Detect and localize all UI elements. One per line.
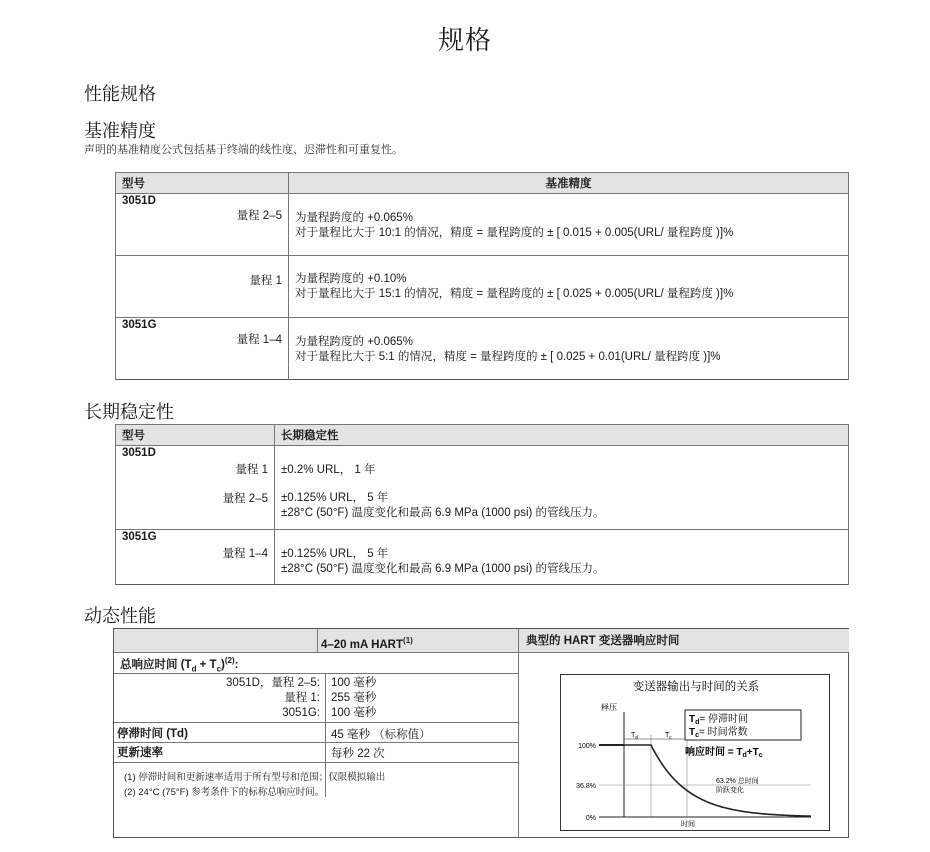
response-labels: [114, 676, 320, 721]
resp-label: 量程 1:: [284, 692, 320, 704]
resp-label: 3051G:: [282, 707, 320, 719]
stability-value: ±0.125% URL， 5 年: [281, 492, 389, 504]
stability-value: ±0.125% URL， 5 年: [281, 548, 389, 560]
range-label: 量程 2–5: [222, 493, 268, 505]
model-name: 3051D: [122, 195, 156, 207]
y-tick-0: 0%: [585, 815, 596, 822]
footnote-1: (1) 停滞时间和更新速率适用于所有型号和范围；仅限模拟输出: [124, 772, 386, 783]
footnotes: [124, 770, 528, 800]
section-performance-heading: 性能规格: [84, 84, 156, 104]
resp-value: 100 毫秒: [331, 677, 377, 689]
model-name: 3051G: [122, 531, 157, 543]
stability-table: [115, 424, 849, 585]
response-time-chart: [560, 674, 830, 831]
col-header-chart: 典型的 HART 变送器响应时间: [518, 629, 849, 653]
dynamic-heading: 动态性能: [84, 606, 156, 626]
range-label: 量程 1–4: [236, 334, 282, 346]
range-label: 量程 1: [235, 464, 268, 476]
total-response-label: 总响应时间 $(T_d + T_c)^{(2)}$:: [120, 656, 239, 674]
col-header-model: 型号: [116, 173, 289, 194]
range-label: 量程 1: [249, 275, 282, 287]
table-row: [116, 318, 849, 380]
response-time-formula: 响应时间 = $T_d+T_c$: [685, 747, 763, 759]
table-row: [116, 446, 849, 530]
dead-time-label: 停滞时间 (Td): [117, 728, 188, 740]
accuracy-value: 为量程跨度的 +0.065%: [295, 336, 413, 348]
resp-value: 255 毫秒: [331, 692, 377, 704]
accuracy-table: [115, 172, 849, 380]
resp-label: 3051D，量程 2–5:: [226, 677, 320, 689]
col-header-accuracy: 基准精度: [289, 173, 849, 194]
stability-condition: ±28°C (50°F) 温度变化和最高 6.9 MPa (1000 psi) 的管线压力。: [281, 563, 605, 575]
stability-heading: 长期稳定性: [84, 402, 174, 422]
response-chart-svg: [561, 675, 831, 832]
accuracy-formula: 对于量程比大于 15:1 的情况，精度 = 量程跨度的 ± [ 0.025 + 0.005(URL/ 量程跨度 )]%: [295, 288, 734, 300]
y-tick-368: 36.8%: [576, 783, 596, 790]
chart-title: 变送器输出与时间的关系: [632, 681, 760, 693]
stability-value: ±0.2% URL， 1 年: [281, 464, 376, 476]
col-header-model: 型号: [116, 425, 275, 446]
footnote-ref: (1): [403, 636, 413, 645]
accuracy-heading: 基准精度: [84, 121, 156, 141]
accuracy-formula: 对于量程比大于 5:1 的情况，精度 = 量程跨度的 ± [ 0.025 + 0.01(URL/ 量程跨度 )]%: [295, 351, 721, 363]
annotation-step: 阶跃变化: [716, 787, 744, 794]
accuracy-value: 为量程跨度的 +0.10%: [295, 273, 407, 285]
hart-label: 4–20 mA HART: [321, 638, 404, 651]
y-tick-100: 100%: [578, 743, 596, 750]
col-header-blank: [114, 629, 518, 653]
model-name: 3051D: [122, 447, 156, 459]
update-rate-label: 更新速率: [117, 747, 163, 759]
col-header-hart: [321, 629, 413, 653]
table-row: [116, 530, 849, 585]
page-title: 规格: [437, 25, 492, 55]
stability-condition: ±28°C (50°F) 温度变化和最高 6.9 MPa (1000 psi) 的管线压力。: [281, 507, 605, 519]
response-values: [331, 676, 511, 721]
accuracy-value: 为量程跨度的 +0.065%: [295, 212, 413, 224]
dead-time-value: 45 毫秒 （标称值）: [331, 729, 431, 741]
x-axis-label: 时间: [681, 821, 695, 828]
update-rate-value: 每秒 22 次: [331, 748, 385, 760]
legend-tc: $T_c=$ 时间常数: [689, 727, 748, 739]
range-label: 量程 2–5: [236, 210, 282, 222]
footnote-2: (2) 24°C (75°F) 参考条件下的标称总响应时间。: [124, 787, 325, 798]
table-row: [116, 194, 849, 256]
resp-value: 100 毫秒: [331, 707, 377, 719]
release-label: 释压: [601, 703, 617, 712]
table-row: [116, 256, 849, 318]
tc-marker-label: $T_c$: [665, 732, 672, 741]
td-marker-label: $T_d$: [631, 732, 639, 741]
legend-td: $T_d=$ 停滞时间: [689, 714, 749, 726]
annotation-632: 63.2% 总时间: [716, 778, 759, 785]
col-header-stability: 长期稳定性: [275, 425, 849, 446]
accuracy-intro: 声明的基准精度公式包括基于终端的线性度、迟滞性和可重复性。: [84, 144, 403, 156]
range-label: 量程 1–4: [222, 548, 268, 560]
accuracy-formula: 对于量程比大于 10:1 的情况，精度 = 量程跨度的 ± [ 0.015 + 0.005(URL/ 量程跨度 )]%: [295, 227, 734, 239]
model-name: 3051G: [122, 319, 157, 331]
